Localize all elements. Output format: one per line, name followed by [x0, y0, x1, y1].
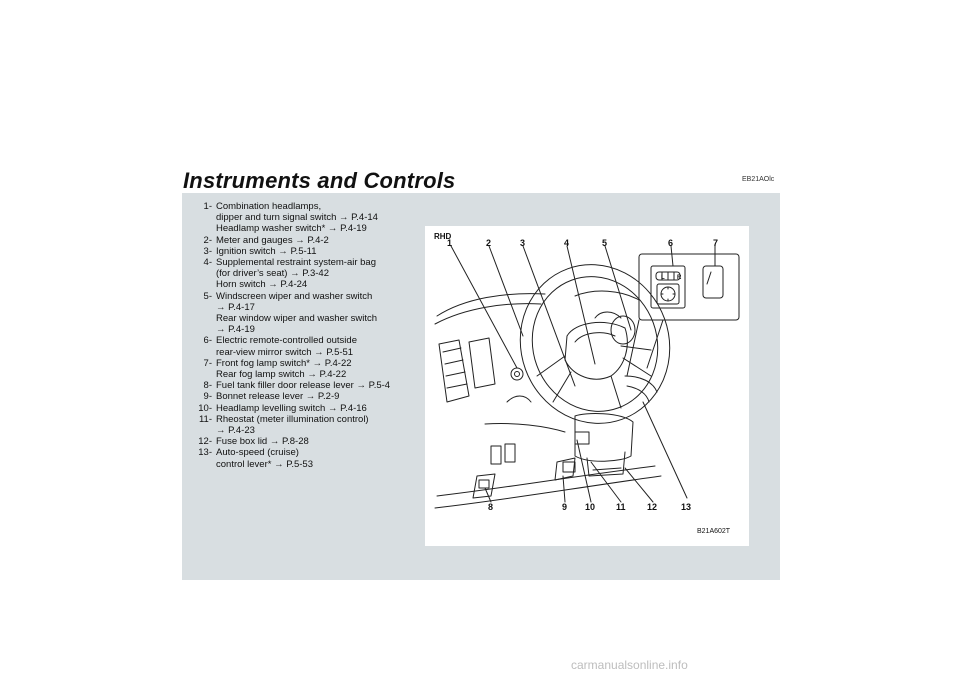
list-item [186, 436, 424, 447]
item-line: dipper and turn signal switch → P.4-14 [216, 212, 378, 224]
item-number: 11- [198, 413, 212, 425]
item-number: 1- [203, 201, 212, 212]
list-item [186, 380, 424, 391]
item-line: Front fog lamp switch* → P.4-22 [216, 357, 352, 369]
item-number: 7- [203, 357, 212, 369]
list-item [186, 235, 424, 246]
item-line: Meter and gauges → P.4-2 [216, 234, 329, 246]
callout-number: 3 [520, 238, 526, 248]
item-number: 6- [203, 335, 212, 347]
switch-letter-r: R [677, 275, 682, 281]
list-item [186, 335, 424, 357]
item-number: 8- [203, 380, 212, 392]
list-item [186, 257, 424, 291]
page-code: EB21AOlc [742, 176, 775, 183]
callout-number: 4 [564, 238, 570, 248]
item-line: Rear fog lamp switch → P.4-22 [216, 369, 347, 381]
item-number: 13- [198, 447, 212, 459]
item-line: Headlamp levelling switch → P.4-16 [216, 402, 367, 414]
item-line: → P.4-23 [216, 425, 255, 437]
item-number: 2- [203, 234, 212, 246]
item-line: → P.4-17 [216, 301, 255, 313]
item-line: Headlamp washer switch* → P.4-19 [216, 223, 367, 235]
item-line: → P.4-19 [216, 324, 255, 336]
callout-number: 12 [647, 502, 658, 512]
list-item [186, 447, 424, 469]
list-item [186, 403, 424, 414]
item-line: Supplemental restraint system-air bag [216, 257, 376, 269]
item-line: Ignition switch → P.5-11 [216, 245, 317, 257]
region-label: RHD [434, 232, 452, 241]
dashboard-illustration [425, 226, 749, 546]
callout-number: 6 [668, 238, 674, 248]
item-line: Horn switch → P.4-24 [216, 279, 308, 291]
item-line: Rheostat (meter illumination control) [216, 413, 369, 425]
legend-list [186, 201, 424, 470]
item-line: Windscreen wiper and washer switch [216, 290, 373, 302]
item-line: Combination headlamps, [216, 201, 322, 212]
item-line: Rear window wiper and washer switch [216, 313, 378, 325]
list-item [186, 391, 424, 402]
figure-code: B21A602T [697, 528, 731, 535]
page-title: Instruments and Controls [183, 168, 456, 193]
item-line: rear-view mirror switch → P.5-51 [216, 346, 354, 358]
callout-number: 1 [447, 238, 453, 248]
switch-letter-l: L [661, 275, 665, 281]
callout-number: 10 [585, 502, 596, 512]
list-item [186, 414, 424, 436]
item-number: 4- [203, 257, 212, 269]
item-number: 12- [198, 436, 212, 448]
callout-number: 8 [488, 502, 494, 512]
list-item [186, 291, 424, 336]
list-item [186, 201, 424, 235]
item-line: Fuel tank filler door release lever → P.5-4 [216, 380, 391, 392]
callout-number: 2 [486, 238, 492, 248]
item-line: Auto-speed (cruise) [216, 447, 299, 459]
item-number: 5- [203, 290, 212, 302]
item-line: Bonnet release lever → P.2-9 [216, 391, 340, 403]
item-line: (for driver’s seat) → P.3-42 [216, 268, 329, 280]
list-item [186, 358, 424, 380]
callout-number: 7 [713, 238, 719, 248]
watermark: carmanualsonline.info [571, 658, 688, 672]
callout-number: 13 [681, 502, 692, 512]
item-number: 9- [203, 391, 212, 403]
callout-number: 9 [562, 502, 568, 512]
item-line: Fuse box lid → P.8-28 [216, 436, 309, 448]
callout-number: 5 [602, 238, 608, 248]
item-number: 10- [198, 402, 212, 414]
dashboard-figure [425, 226, 749, 546]
item-line: Electric remote-controlled outside [216, 335, 357, 347]
item-line: control lever* → P.5-53 [216, 458, 313, 470]
item-number: 3- [203, 245, 212, 257]
list-item [186, 246, 424, 257]
callout-number: 11 [616, 502, 626, 512]
